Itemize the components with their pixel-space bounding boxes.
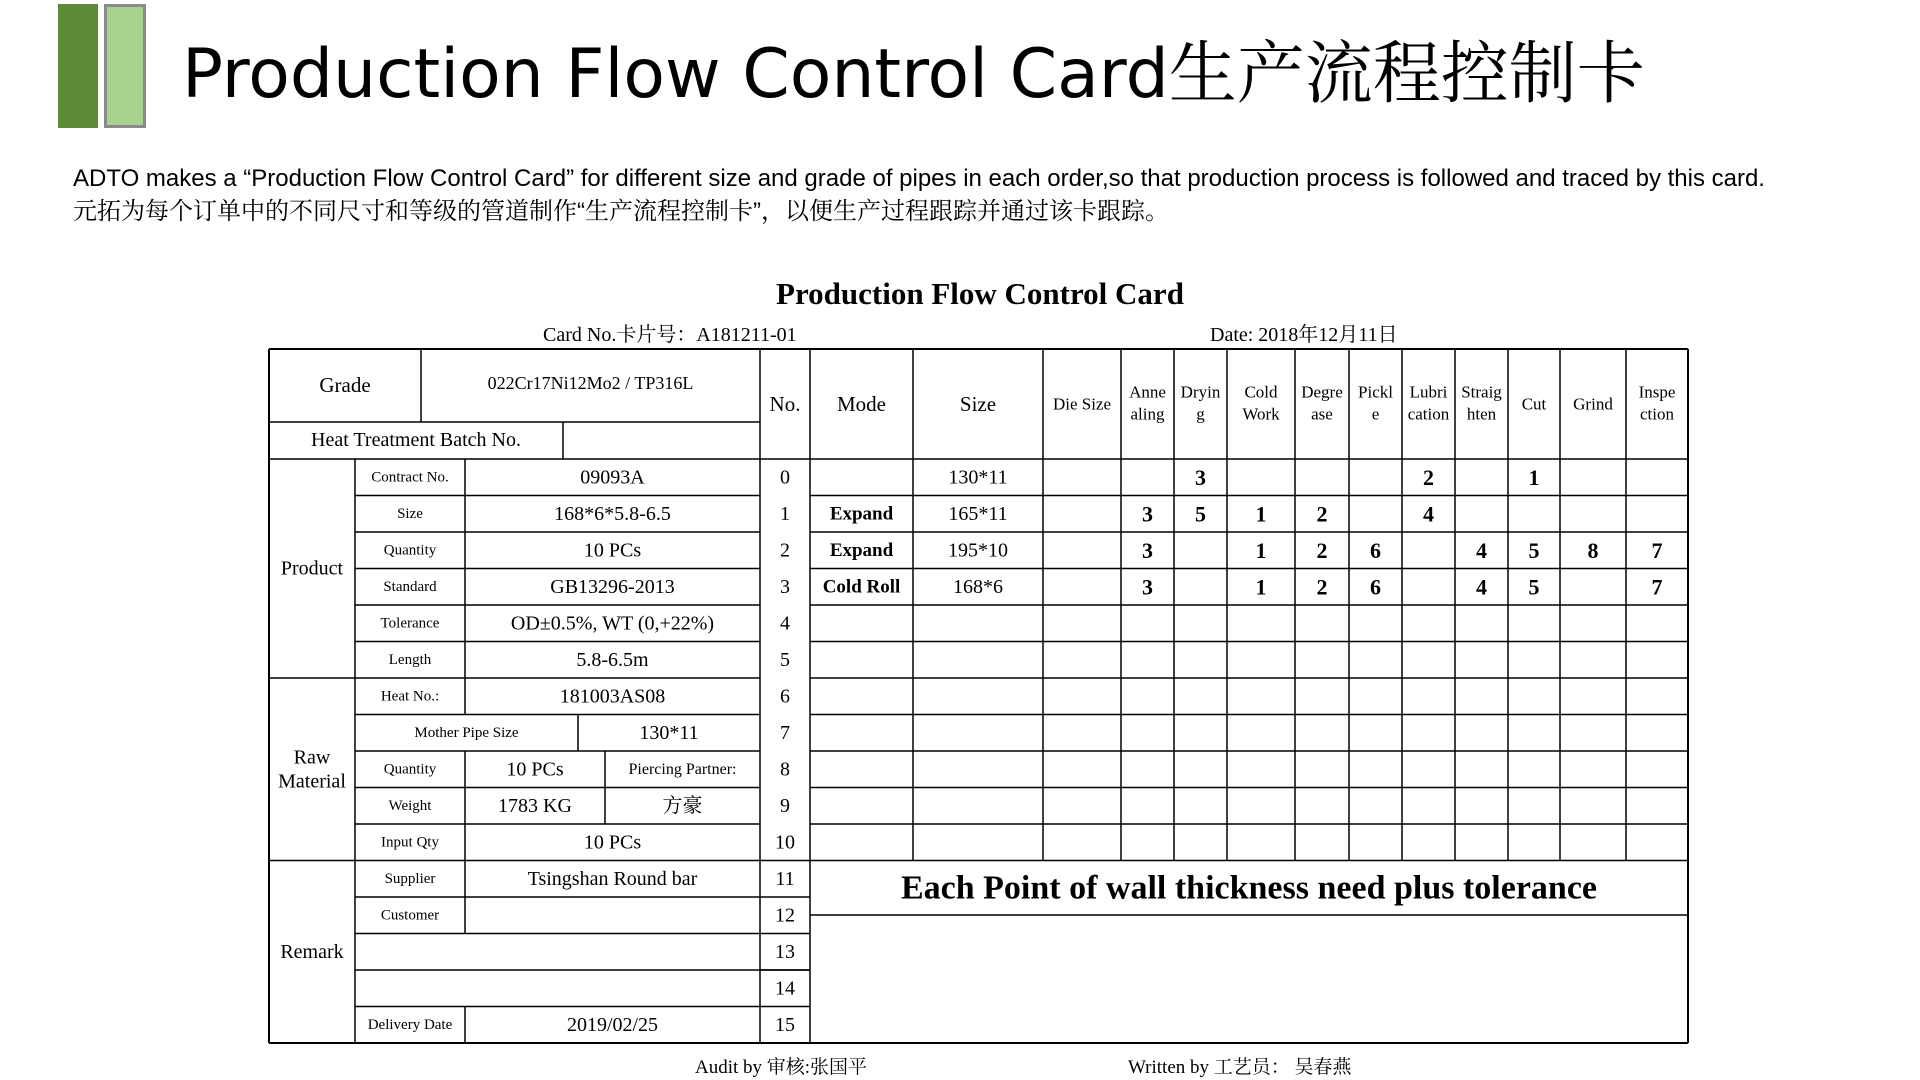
header-grind: Grind [1573,394,1613,414]
row-number: 9 [780,794,790,817]
cell-2-1: Expand [829,539,894,561]
cell-1-6: 1 [1255,501,1267,527]
card-title: Production Flow Control Card [776,276,1184,311]
weight-label: Weight [388,797,432,814]
cell-1-5: 5 [1195,501,1206,527]
header-cut: Cut [1521,394,1547,414]
cell-2-7: 2 [1316,537,1328,563]
grade-value: 022Cr17Ni12Mo2 / TP316L [487,373,694,393]
row-number: 12 [775,904,795,927]
cell-3-13: 7 [1651,574,1663,600]
raw-quantity-label: Quantity [383,761,437,778]
cell-3-6: 1 [1255,574,1267,600]
cell-1-1: Expand [829,503,894,525]
cell-1-7: 2 [1316,501,1328,527]
raw-quantity-value: 10 PCs [506,758,564,781]
cell-2-10: 4 [1476,537,1487,563]
header-line2-10: hten [1466,404,1497,424]
header-line1-10: Straig [1461,382,1502,402]
row-number: 8 [780,758,790,781]
weight-value: 1783 KG [498,794,572,817]
cell-3-4: 3 [1142,574,1153,600]
tolerance-value: OD±0.5%, WT (0,+22%) [510,612,715,635]
supplier-value: Tsingshan Round bar [527,867,698,890]
cell-3-7: 2 [1316,574,1328,600]
cell-2-8: 6 [1370,537,1381,563]
header-line2-4: aling [1130,404,1165,424]
row-number: 10 [775,831,795,854]
row-number: 14 [775,977,795,1000]
supplier-label: Supplier [384,870,436,887]
header-line1-8: Pickl [1358,382,1393,402]
header-line1-4: Anne [1129,382,1166,402]
customer-label: Customer [380,907,440,924]
heat-no-label: Heat No.: [380,688,440,705]
header-size: Size [959,392,997,416]
row-number: 1 [780,502,790,525]
row-number: 0 [780,466,790,489]
contract-value: 09093A [580,466,645,489]
mother-pipe-size-value: 130*11 [639,721,699,744]
header-line1-7: Degre [1301,382,1343,402]
page-title: Production Flow Control Card生产流程控制卡 [182,35,1645,114]
audit-by: Audit by 审核:张国平 [695,1057,868,1078]
heat-treatment-batch-label: Heat Treatment Batch No. [311,429,521,451]
cell-3-11: 5 [1528,574,1540,600]
length-value: 5.8-6.5m [576,648,649,671]
standard-label: Standard [383,578,437,595]
piercing-partner-label: Piercing Partner: [628,760,737,778]
cell-3-10: 4 [1476,574,1487,600]
input-qty-value: 10 PCs [583,831,642,854]
row-number: 4 [780,612,790,635]
header-line2-8: e [1371,404,1380,424]
row-number: 3 [780,575,790,598]
header-line2-13: ction [1640,404,1674,424]
input-qty-label: Input Qty [381,834,439,851]
header-line1-5: Dryin [1180,382,1221,402]
contract-label: Contract No. [371,469,449,486]
description-english: ADTO makes a “Production Flow Control Card” for different size and grade of pipes in each order,so that production process is followed and traced by this card. [73,165,1765,192]
header-line2-6: Work [1242,404,1280,424]
group-raw-label-line2: Material [278,770,346,793]
header-line2-5: g [1196,404,1205,424]
header-line1-13: Inspe [1638,382,1676,402]
mother-pipe-size-label: Mother Pipe Size [414,724,519,741]
grade-label: Grade [319,373,371,397]
card-date: Date: 2018年12月11日 [1210,324,1398,346]
group-remark-label: Remark [280,940,344,963]
written-by: Written by 工艺员： 吴春燕 [1128,1057,1352,1078]
header-mode: Mode [837,392,886,416]
size-value: 168*6*5.8-6.5 [554,502,671,525]
cell-0-11: 1 [1528,464,1540,490]
delivery-date-label: Delivery Date [367,1016,453,1033]
cell-1-2: 165*11 [948,502,1008,525]
cell-3-8: 6 [1370,574,1381,600]
cell-2-13: 7 [1651,537,1663,563]
piercing-partner-value: 方豪 [662,794,703,817]
quantity-value: 10 PCs [583,539,642,562]
header-line2-9: cation [1407,404,1450,424]
cell-2-11: 5 [1528,537,1540,563]
row-number: 6 [780,685,790,708]
row-number: 2 [780,539,790,562]
header-no-: No. [769,392,801,416]
row-number: 15 [775,1013,795,1036]
header-line1-9: Lubri [1409,382,1448,402]
row-number: 7 [780,721,790,744]
tolerance-label: Tolerance [380,615,440,632]
cell-1-9: 4 [1423,501,1434,527]
cell-2-4: 3 [1142,537,1153,563]
header-line1-6: Cold [1244,382,1278,402]
tolerance-note: Each Point of wall thickness need plus tolerance [900,869,1598,907]
cell-0-5: 3 [1195,464,1206,490]
cell-0-9: 2 [1423,464,1434,490]
cell-0-2: 130*11 [948,466,1008,489]
cell-2-12: 8 [1587,537,1599,563]
cell-2-6: 1 [1255,537,1267,563]
cell-3-2: 168*6 [953,575,1003,598]
row-number: 13 [775,940,795,963]
group-raw-label-line1: Raw [293,746,331,769]
standard-value: GB13296-2013 [550,575,675,598]
quantity-label: Quantity [383,542,437,559]
description-chinese: 元拓为每个订单中的不同尺寸和等级的管道制作“生产流程控制卡”，以便生产过程跟踪并通过该卡跟踪。 [73,198,1169,225]
header-die-size: Die Size [1052,394,1112,414]
heat-no-value: 181003AS08 [559,685,666,708]
row-number: 5 [780,648,790,671]
header-line2-7: ase [1311,404,1333,424]
card-number: Card No.卡片号：A181211-01 [543,324,797,346]
size-label: Size [397,505,423,522]
group-product-label: Product [280,557,344,580]
length-label: Length [388,651,432,668]
cell-1-4: 3 [1142,501,1153,527]
delivery-date-value: 2019/02/25 [566,1013,659,1036]
cell-3-1: Cold Roll [822,576,901,598]
row-number: 11 [775,867,795,890]
cell-2-2: 195*10 [948,539,1008,562]
